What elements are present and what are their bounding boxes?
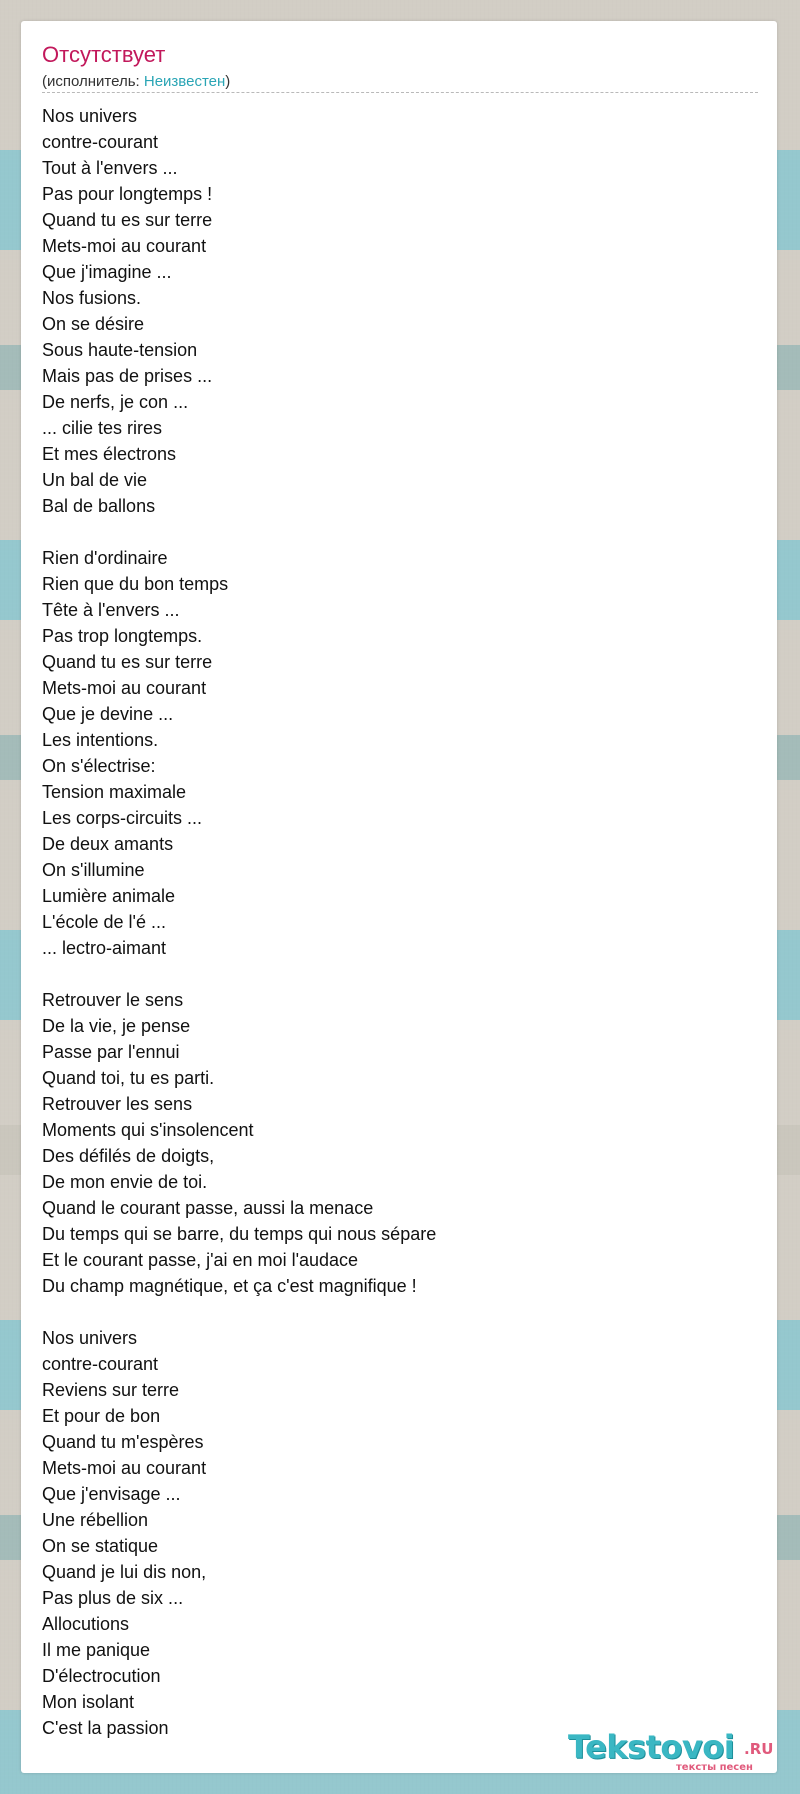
lyric-line: contre-courant bbox=[42, 1354, 159, 1374]
artist-suffix: ) bbox=[225, 73, 231, 90]
lyric-line: Quand le courant passe, aussi la menace bbox=[42, 1198, 374, 1218]
lyric-line: Mets-moi au courant bbox=[42, 1458, 207, 1478]
lyric-line: Quand je lui dis non, bbox=[42, 1562, 207, 1582]
lyric-line: Moments qui s'insolencent bbox=[42, 1120, 254, 1140]
lyric-line: On s'illumine bbox=[42, 860, 145, 880]
lyric-line: Retrouver les sens bbox=[42, 1094, 193, 1114]
lyric-line: Rien d'ordinaire bbox=[42, 548, 168, 568]
lyric-line: Pas pour longtemps ! bbox=[42, 184, 213, 204]
lyric-line: On s'électrise: bbox=[42, 756, 156, 776]
lyric-line: ... cilie tes rires bbox=[42, 418, 163, 438]
logo-domain-suffix: .RU bbox=[744, 1740, 774, 1758]
lyric-line: ... lectro-aimant bbox=[42, 938, 167, 958]
lyric-line: Nos univers bbox=[42, 1328, 138, 1348]
lyric-line: Du temps qui se barre, du temps qui nous sépare bbox=[42, 1224, 437, 1244]
header-divider bbox=[42, 92, 758, 93]
lyric-line: Nos univers bbox=[42, 106, 138, 126]
artist-line bbox=[42, 73, 230, 90]
lyric-line: Pas plus de six ... bbox=[42, 1588, 184, 1608]
lyric-line: Mais pas de prises ... bbox=[42, 366, 213, 386]
lyric-line: Tête à l'envers ... bbox=[42, 600, 180, 620]
lyric-line: Quand tu m'espères bbox=[42, 1432, 204, 1452]
artist-link[interactable]: Неизвестен bbox=[143, 73, 226, 90]
lyric-line: Mon isolant bbox=[42, 1692, 135, 1712]
lyric-line: Que j'imagine ... bbox=[42, 262, 172, 282]
site-logo[interactable] bbox=[568, 1728, 774, 1772]
lyric-line: Et le courant passe, j'ai en moi l'audace bbox=[42, 1250, 359, 1270]
lyric-line: L'école de l'é ... bbox=[42, 912, 166, 932]
lyric-line: Tout à l'envers ... bbox=[42, 158, 178, 178]
lyric-line: C'est la passion bbox=[42, 1718, 169, 1738]
stanza-break bbox=[42, 519, 758, 545]
lyrics-text bbox=[42, 103, 758, 1741]
lyric-line: Quand tu es sur terre bbox=[42, 210, 213, 230]
song-title: Отсутствует bbox=[42, 42, 166, 67]
lyric-line: Une rébellion bbox=[42, 1510, 149, 1530]
stanza-break bbox=[42, 1299, 758, 1325]
lyric-line: De mon envie de toi. bbox=[42, 1172, 208, 1192]
lyric-line: Et mes électrons bbox=[42, 444, 177, 464]
logo-tagline: тексты песен bbox=[676, 1762, 753, 1773]
lyric-line: De deux amants bbox=[42, 834, 174, 854]
lyric-line: Et pour de bon bbox=[42, 1406, 161, 1426]
lyric-line: De nerfs, je con ... bbox=[42, 392, 189, 412]
lyric-line: De la vie, je pense bbox=[42, 1016, 191, 1036]
lyric-line: On se désire bbox=[42, 314, 145, 334]
lyric-line: D'électrocution bbox=[42, 1666, 161, 1686]
lyric-line: Bal de ballons bbox=[42, 496, 156, 516]
lyric-line: On se statique bbox=[42, 1536, 159, 1556]
lyric-line: Les intentions. bbox=[42, 730, 159, 750]
lyric-line: Sous haute-tension bbox=[42, 340, 198, 360]
lyric-line: Que j'envisage ... bbox=[42, 1484, 181, 1504]
lyric-line: Un bal de vie bbox=[42, 470, 148, 490]
lyric-line: Nos fusions. bbox=[42, 288, 142, 308]
lyric-line: Il me panique bbox=[42, 1640, 151, 1660]
lyric-line: Quand tu es sur terre bbox=[42, 652, 213, 672]
lyric-line: Des défilés de doigts, bbox=[42, 1146, 215, 1166]
lyric-line: Passe par l'ennui bbox=[42, 1042, 180, 1062]
lyric-line: Allocutions bbox=[42, 1614, 130, 1634]
lyric-line: Mets-moi au courant bbox=[42, 236, 207, 256]
lyric-line: Que je devine ... bbox=[42, 704, 174, 724]
lyric-line: Lumière animale bbox=[42, 886, 176, 906]
lyric-line: Rien que du bon temps bbox=[42, 574, 229, 594]
lyric-line: Pas trop longtemps. bbox=[42, 626, 203, 646]
lyric-line: contre-courant bbox=[42, 132, 159, 152]
lyric-line: Du champ magnétique, et ça c'est magnifique ! bbox=[42, 1276, 417, 1296]
lyric-line: Reviens sur terre bbox=[42, 1380, 180, 1400]
stanza-break bbox=[42, 961, 758, 987]
lyric-line: Les corps-circuits ... bbox=[42, 808, 203, 828]
artist-prefix: (исполнитель: bbox=[42, 73, 144, 90]
lyric-line: Mets-moi au courant bbox=[42, 678, 207, 698]
logo-wordmark: Tekstovoi bbox=[568, 1728, 735, 1766]
lyric-line: Tension maximale bbox=[42, 782, 187, 802]
lyric-line: Quand toi, tu es parti. bbox=[42, 1068, 215, 1088]
lyric-line: Retrouver le sens bbox=[42, 990, 184, 1010]
